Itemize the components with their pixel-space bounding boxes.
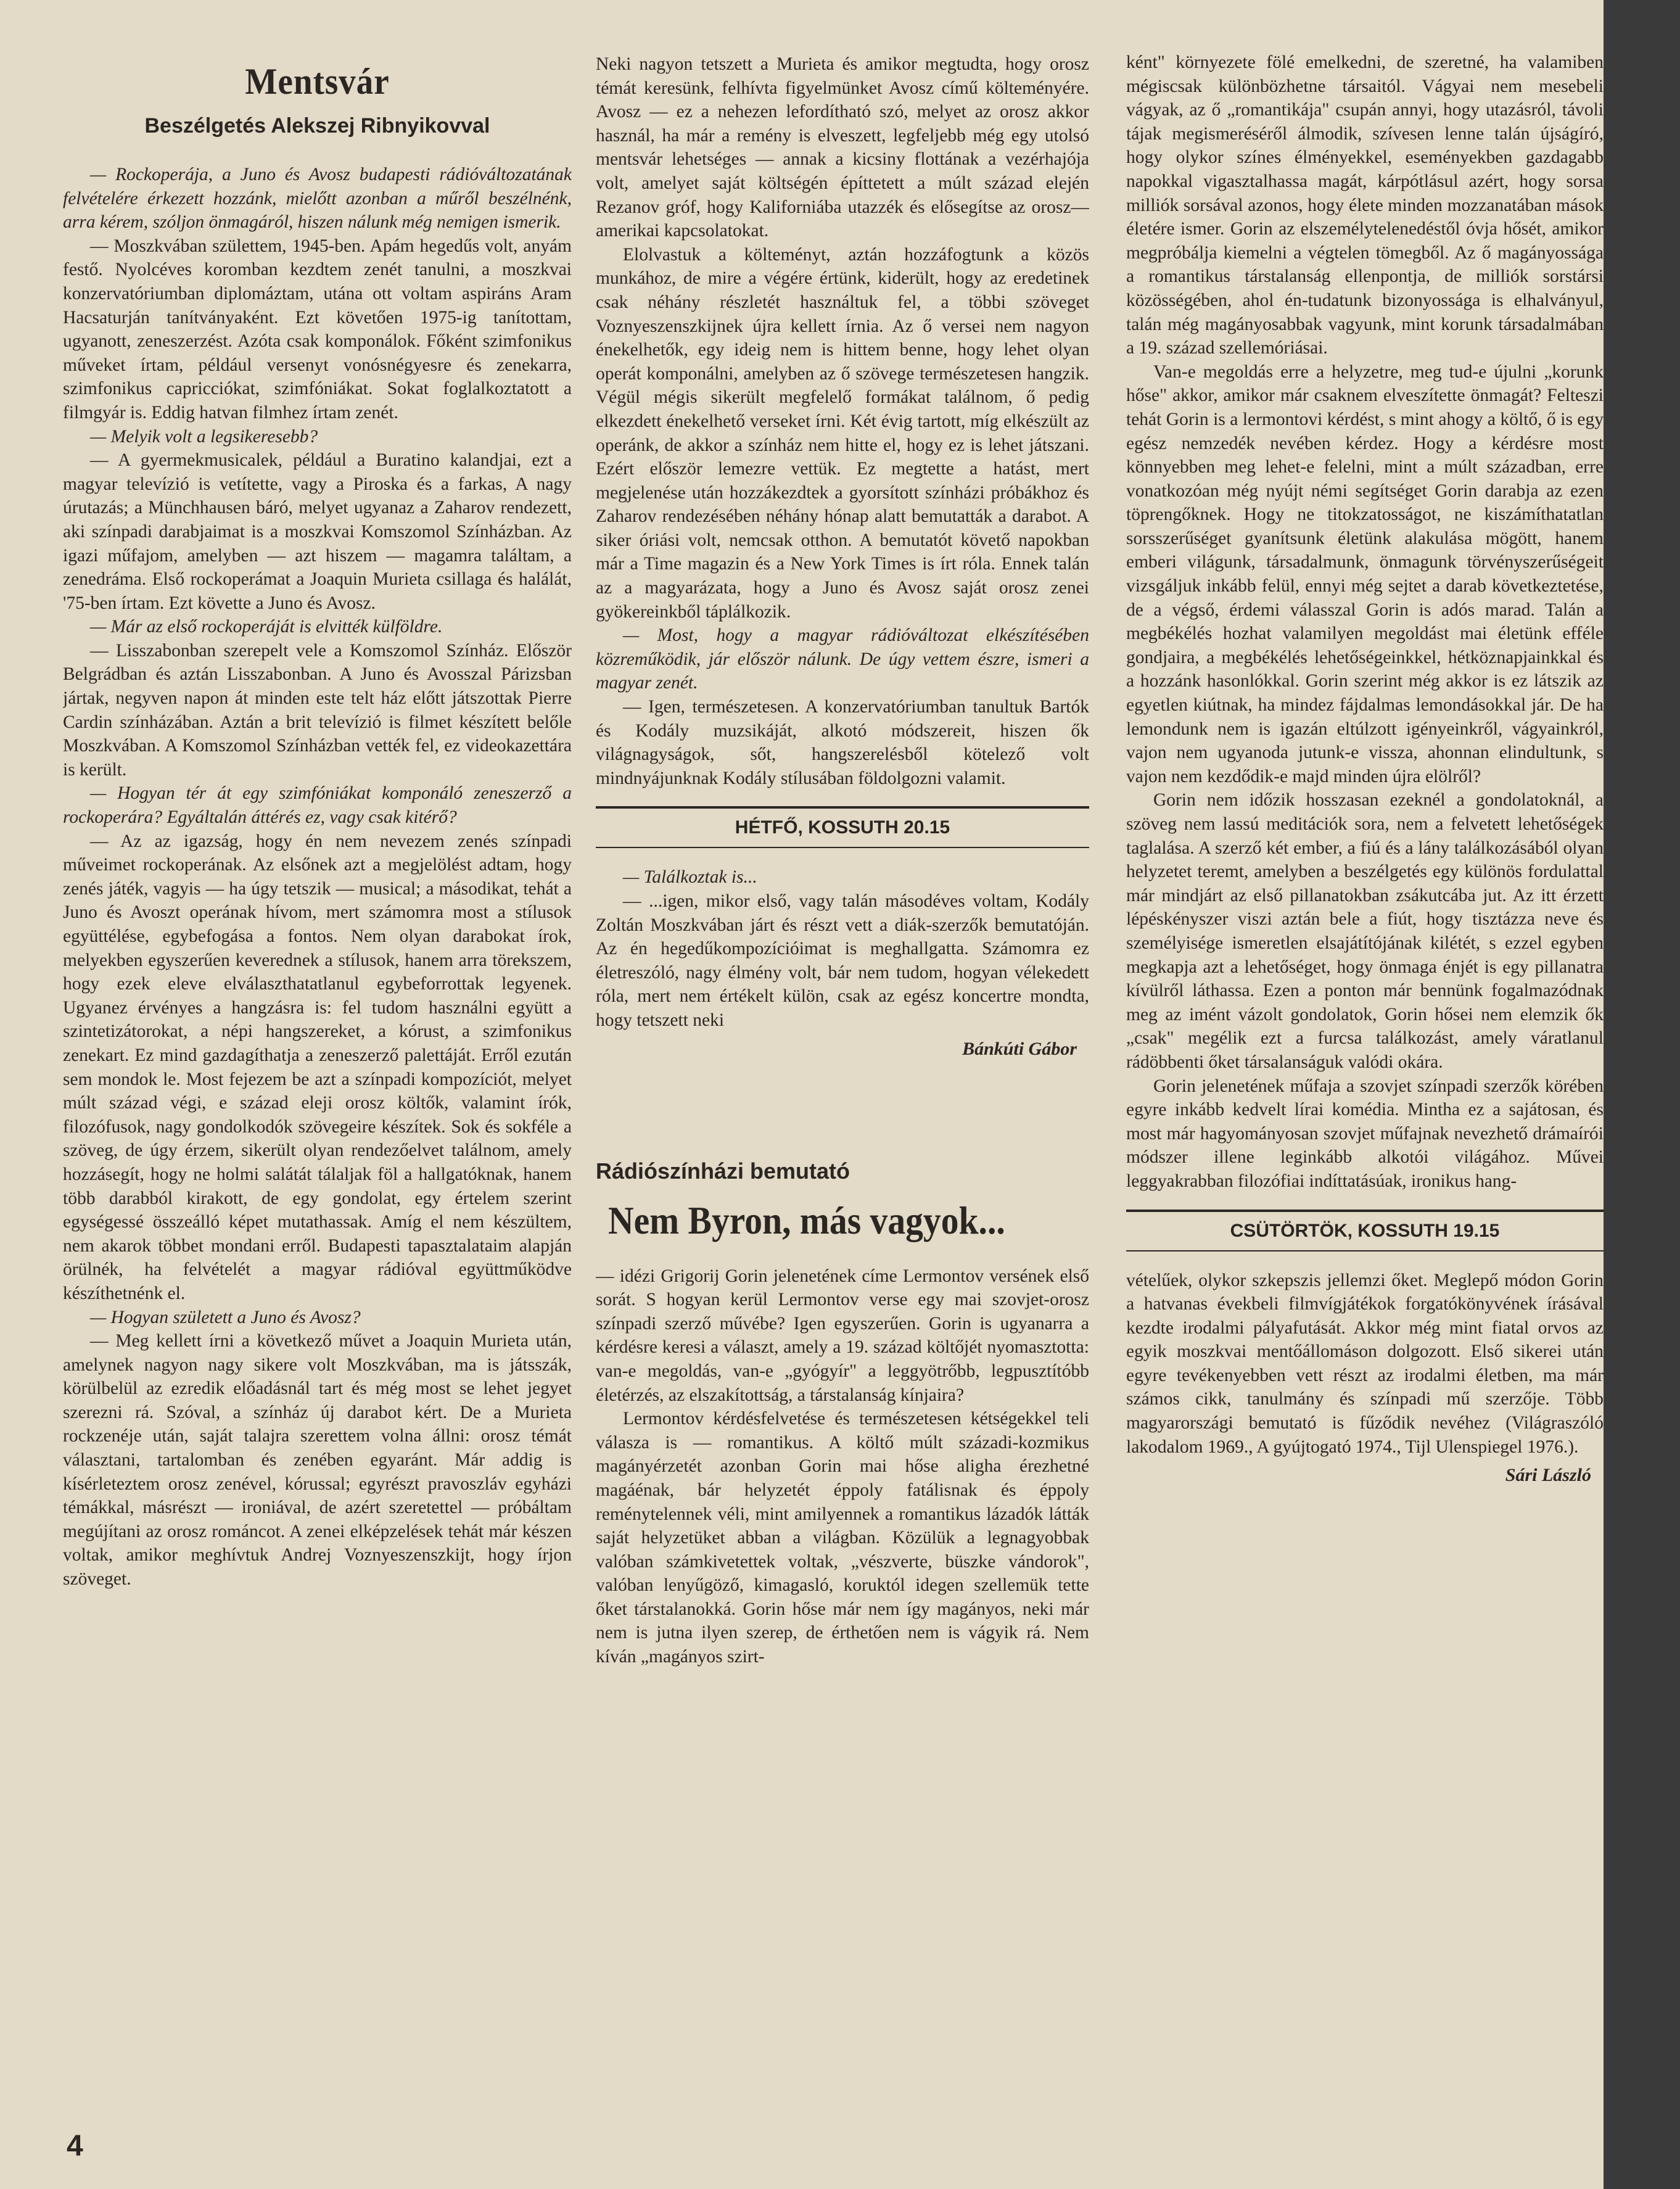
article-title-2: Nem Byron, más vagyok...: [608, 1198, 1005, 1242]
article-subtitle: Beszélgetés Alekszej Ribnyikovval: [144, 114, 490, 138]
paragraph: Gorin jelenetének műfaja a szovjet színpadi szerzők körében egyre inkább kedvelt lírai komédia. Mintha ez a sajátosan, és most már hagyományosan szovjet műfajnak nevezhető drámaírói módszer illene leginkább alkotói világához. Művei leggyakrabban filozófiai indíttatásúak, ironikus hang-: [1126, 1076, 1604, 1191]
paragraph: — Hogyan született a Juno és Avosz?: [90, 1307, 361, 1327]
article-2-body-continued: [1126, 51, 1604, 1193]
column-2: [596, 52, 1089, 2174]
paragraph: — Találkoztak is...: [623, 867, 757, 888]
paragraph: Elolvastuk a költeményt, aztán hozzáfogtunk a közös munkához, de mire a végére értünk, kiderült, hogy az eredetinek csak néhány részletét használtuk fel, a többi szöveget Voznyeszenszkijnek újra kellett írnia. Az ő versei nem nagyon énekelhetők, egy ideig nem is hittem benne, hogy lehet olyan operát komponálni, amelyben az ő szövege természetesen hangzik. Végül mégis sikerült megfelelő formákat találnom, ő pedig elkezdett énekelhető verseket írni. Két évig tartott, míg elkészült az operánk, de akkor a színház nem hitte el, hogy ez is lehet játszani. Ezért először lemezre vettük. Ez megtette a hatást, mert megjelenése után hozzákezdtek a gyorsított színházi próbákhoz és Zaharov rendezésében néhány hónap alatt bemutatták a darabot. A siker óriási volt, nemcsak otthon. A bemutatót követő napokban már a Time magazin és a New York Times is írt róla. Ennek talán az a magyarázata, hogy a Juno és Avosz saját orosz zenei gyökereinkből táplálkozik.: [596, 244, 1089, 622]
paragraph: — Meg kellett írni a következő művet a Joaquin Murieta után, amelynek nagyon nagy sikere volt Moszkvában, ma is játsszák, körülbelül az ezredik előadásnál tart és még most se lehet jegyet szerezni rá. Szóval, a színház új darabot kért. De a Murieta rockzenéje után, saját talajra szerettem volna állni: orosz témát választani, tartalomban és zenében egyaránt. Már addig is kísérleteztem orosz zenével, kórussal; egyrészt pravoszláv egyházi témákkal, másrészt — ironiával, de azért szeretettel — próbáltam megújítani az orosz románcot. A zenei elképzelések tehát már készen voltak, amikor meghívtuk Andrej Voznyeszenszkijt, hogy írjon szöveget.: [63, 1331, 572, 1589]
paragraph: — Hogyan tér át egy szimfóniákat komponáló zeneszerző a rockoperára? Egyáltalán áttérés ez, vagy csak kitérő?: [63, 783, 572, 828]
paragraph: Gorin nem időzik hosszasan ezeknél a gondolatoknál, a szöveg nem lassú meditációk sora, nem a felvetett lehetőségek taglalása. A szerző két ember, a fiú és a lány találkozásából olyan helyzetet teremt, amelyben a beszélgetés egy különös fordulattal már mindjárt az első pillanatokban zsákutcába jut. Az itt érzett lépéskényszer viszi aztán bele a fiút, hogy tisztázza neve és személyisége ismeretlen elsajátítójának kilétét, s ezzel egyben megkapja azt a lehetőséget, hogy önmaga énjét is egy pillanatra kívülről láthassa. Ezen a ponton már bennünk fogalmazódnak meg az imént vázolt gondolatok, Gorin hősei nem elemzik ők „csak" megélik ezt a furcsa találkozást, amely váratlanul rádöbbenti őket társalanságuk valódi okára.: [1126, 790, 1604, 1072]
paragraph: — Moszkvában születtem, 1945-ben. Apám hegedűs volt, anyám festő. Nyolcéves koromban kezdtem zenét tanulni, a moszkvai konzervatóriumban diplomáztam, utána ott voltam aspiráns Aram Hacsaturján tanítványaként. Ezt követően 1975-ig tanítottam, ugyanott, zeneszerzést. Azóta csak komponálok. Főként szimfonikus műveket írtam, például versenyt vonósnégyesre és zenekarra, szimfonikus capricciókat, szimfóniákat. Sokat foglalkoztatott a filmgyár is. Eddig hatvan filmhez írtam zenét.: [63, 236, 572, 423]
scan-edge: [1604, 0, 1680, 2189]
author-signature: Bánkúti Gábor: [962, 1038, 1077, 1059]
page-number: 4: [67, 2130, 83, 2162]
paragraph: — idézi Grigorij Gorin jelenetének címe Lermontov versének első sorát. S hogyan kerül Lermontov verse egy mai szovjet-orosz színpadi szerző művébe? Igen egyszerűen. Gorin is ugyanarra a kérdésre keresi a választ, amely a 19. század költőjét nyomasztotta: van-e megoldás, van-e „gyógyír" a leggyötrőbb, legpusztítóbb életérzés, az elszakítottság, a társtalanság kínjaira?: [596, 1266, 1089, 1405]
section-kicker: Rádiószínházi bemutató: [596, 1158, 850, 1184]
paragraph: — Most, hogy a magyar rádióváltozat elkészítésében közreműködik, jár először nálunk. De úgy vettem észre, ismeri a magyar zenét.: [596, 625, 1089, 693]
paragraph: — Lisszabonban szerepelt vele a Komszomol Színház. Először Belgrádban és aztán Lisszabonban. A Juno és Avosszal Párizsban jártak, negyven napon át minden este telt ház előtt játszottak Pierre Cardin színházában. Aztán a brit televízió is filmet készített belőle Moszkvában. A Komszomol Színházban vették fel, ez videokazettára is került.: [63, 640, 572, 780]
program-listing-2: CSÜTÖRTÖK, KOSSUTH 19.15: [1126, 1210, 1604, 1251]
paragraph: ként" környezete fölé emelkedni, de szeretné, ha valamiben mégiscsak különbözhetne társaitól. Vágyai nem mesebeli vágyak, az ő „romantikája" csupán annyi, hogy utazásról, távoli tájak megismeréséről álmodik, szívesen lenne talán újságíró, hogy olykor színes élményekkel, eseményekben gazdagabb napokkal vigasztalhassa magát, kárpótlásul azért, hogy sorsa milliók sorsával azonos, hogy élete minden mozzanatában mások életére ismer. Gorin az elszemélytelenedéstől óvja hősét, amikor megpróbálja kiemelni a végtelen tömegből. Az ő magányossága a romantikus társtalanság ellenpontja, de milliók sorstársi közösségében, ahol én-tudatunk bizonyossága is elhalványul, talán még magányosabbak vagyunk, mint korunk társadalmában a 19. század szellemóriásai.: [1126, 52, 1604, 358]
article-title: Mentsvár: [245, 61, 390, 102]
paragraph: — ...igen, mikor első, vagy talán másodéves voltam, Kodály Zoltán Moszkvában járt és részt vett a diák-szerzők bemutatóján. Az én hegedűkompozícióimat is meghallgatta. Számomra ez életreszóló, nagy élmény volt, bár nem tudom, hogyan vélekedett róla, mert nem értékelt külön, csak az egész koncertre mondta, hogy tetszett neki: [596, 891, 1089, 1030]
author-signature-2: Sári László: [1505, 1465, 1591, 1486]
paragraph: — Már az első rockoperáját is elvitték külföldre.: [90, 617, 443, 637]
article-body: [63, 163, 572, 1591]
paragraph: — A gyermekmusicalek, például a Buratino kalandjai, ezt a magyar televízió is vetítette, vagy a Piroska és a farkas, A nagy úrutazás; a Münchhausen báró, melyet ugyanaz a Zaharov rendezett, aki színpadi darabjaimat is a moszkvai Komszomol Színházban. Az igazi műfajom, amelyben — azt hiszem — magamra találtam, a zenedráma. Első rockoperámat a Joaquin Murieta csillaga és halálát, '75-ben írtam. Ezt követte a Juno és Avosz.: [63, 450, 572, 613]
column-3: [1126, 51, 1604, 2172]
paragraph: — Melyik volt a legsikeresebb?: [90, 426, 318, 447]
paragraph: Lermontov kérdésfelvetése és természetesen kétségekkel teli válasza is — romantikus. A költő múlt századi-kozmikus magányérzetét azonban Gorin mai hőse aligha érezhetné magáénak, bár helyzetét éppoly fatálisnak és éppoly reménytelennek véli, mint amilyennek a romantikus lázadók látták saját helyzetüket abban a világban. Közülük a legnagyobbak valóban számkivetettek voltak, „vészverte, büszke vándorok", valóban lenyűgöző, kimagasló, koruktól idegen szellemük tette őket társtalanokká. Gorin hőse már nem így magányos, neki már nem is jutna ilyen szerep, de érthetően nem is vágyik rá. Nem kíván „magányos szirt-: [596, 1409, 1089, 1667]
paragraph: — Rockoperája, a Juno és Avosz budapesti rádióváltozatának felvételére érkezett hozzánk, mielőtt azonban a műről beszélnénk, arra kérem, szóljon önmagáról, hiszen nálunk még nemigen ismerik.: [63, 165, 572, 233]
column-1: [63, 43, 572, 2165]
paragraph: Neki nagyon tetszett a Murieta és amikor megtudta, hogy orosz témát keresünk, felhívta figyelmünket Avosz című költeményére. Avosz — ez a nehezen lefordítható szó, melyet az orosz akkor használ, ha már a remény is elveszett, legfeljebb még egy utolsó mentsvár lehetséges — annak a kicsiny flottának a vezérhajója volt, amelyet saját költségén építtetett a múlt század elején Rezanov gróf, hogy Kaliforniába utazzék és elősegítse az orosz—amerikai kapcsolatokat.: [596, 54, 1089, 241]
paragraph: Van-e megoldás erre a helyzetre, meg tud-e újulni „korunk hőse" akkor, amikor már csaknem elveszítette önmagát? Felteszi tehát Gorin is a lermontovi kérdést, s mint ahogy a költő, ő is egy egész nemzedék nevében kérdez. Hogy a kérdésre most könnyebben meg lehet-e felelni, mint a múlt században, erre vonatkozóan még nyújt némi segítséget Gorin darabja az ezen töprengőknek. Hogy ne titokzatosságot, ne kiszámíthatatlan sorsszerűséget gyanítsunk életünk alakulása mögött, hanem emberi világunk, társadalmunk, önmagunk törvényszerűségeit vizsgáljuk inkább felül, ennyi még sejtet a darab következtetése, de a végső, érdemi válasszal Gorin is adós marad. Talán a megbékélés hozhat valamilyen megoldást mai életünk efféle gondjaira, a megbékélés lehetőségeinkkel, hétköznapjainkkal és a hozzánk hasonlókkal. Gorin szerint még akkor is ez látszik az egyetlen kiútnak, ha mindez fájdalmas lemondásokkal jár. De ha lemondunk nem is igazán eltúlzott igényeinkről, vágyainkról, vajon nem ugyanoda jutunk-e vissza, ahonnan elindultunk, s vajon nem kezdődik-e majd minden újra elölről?: [1126, 361, 1604, 786]
program-listing: HÉTFŐ, KOSSUTH 20.15: [596, 806, 1089, 848]
article-2-body: [596, 1264, 1089, 1669]
paragraph: — Igen, természetesen. A konzervatóriumban tanultuk Bartók és Kodály muzsikáját, alkotó módszereit, hiszen ők világnagyságok, sőt, hangszerelésből kötelező volt mindnyájunknak Kodály stílusában földolgozni valamit.: [596, 697, 1089, 788]
article-body-continued-2: [596, 865, 1089, 1032]
paragraph: vételűek, olykor szkepszis jellemzi őket. Meglepő módon Gorin a hatvanas évekbeli filmvígjátékok forgatókönyvének írásával kezdte irodalmi pályafutását. Akkor még mint fiatal orvos az egyik moszkvai mentőállomáson dolgozott. Első sikerei után egyre tevékenyebben vett részt az irodalmi életben, ma már számos cikk, tanulmány és színpadi mű szerzője. Több magyarországi bemutató is fűződik nevéhez (Világraszóló lakodalom 1969., A gyújtogató 1974., Tijl Ulenspiegel 1976.).: [1126, 1270, 1604, 1457]
paragraph: — Az az igazság, hogy én nem nevezem zenés színpadi műveimet rockoperának. Az elsőnek azt a megjelölést adtam, hogy zenés játék, vagyis — ha úgy tetszik — musical; a másodikat, tehát a Juno és Avoszt operának hívom, mert számomra most a stílusok együttélése, egybefogása a fontos. Nem olyan darabokat írok, melyekben egyszerűen keverednek a stílusok, hanem arra törekszem, hogy ezek eleve elválaszthatatlanul egybeforrottak legyenek. Ugyanez érvényes a hangzásra is: fel tudom használni együtt a szintetizátorokat, a népi hangszereket, a kórust, a szimfonikus zenekart. Ez mind gazdagíthatja a zeneszerző palettáját. Erről ezután sem mondok le. Most fejezem be azt a színpadi kompozíciót, melyet múlt század végi, e század eleji orosz költők, valamint írók, filozófusok, nagy gondolkodók szövegeire készítek. Sok és sokféle a szöveg, de úgy érzem, sikerült olyan rendezőelvet találnom, amely hozzásegít, hogy ne holmi salátát tálaljak föl a hallgatóknak, hanem több darabból kirakott, de egy gondolat, egy értelem szerint egységessé összeálló képet mutathassak. Amíg el nem készültem, nem akarok többet mondani erről. Budapesti tapasztalataim alapján örülnék, ha felvételét a magyar rádióval együttműködve készíthetnénk el.: [63, 831, 572, 1303]
article-body-continued: [596, 52, 1089, 790]
